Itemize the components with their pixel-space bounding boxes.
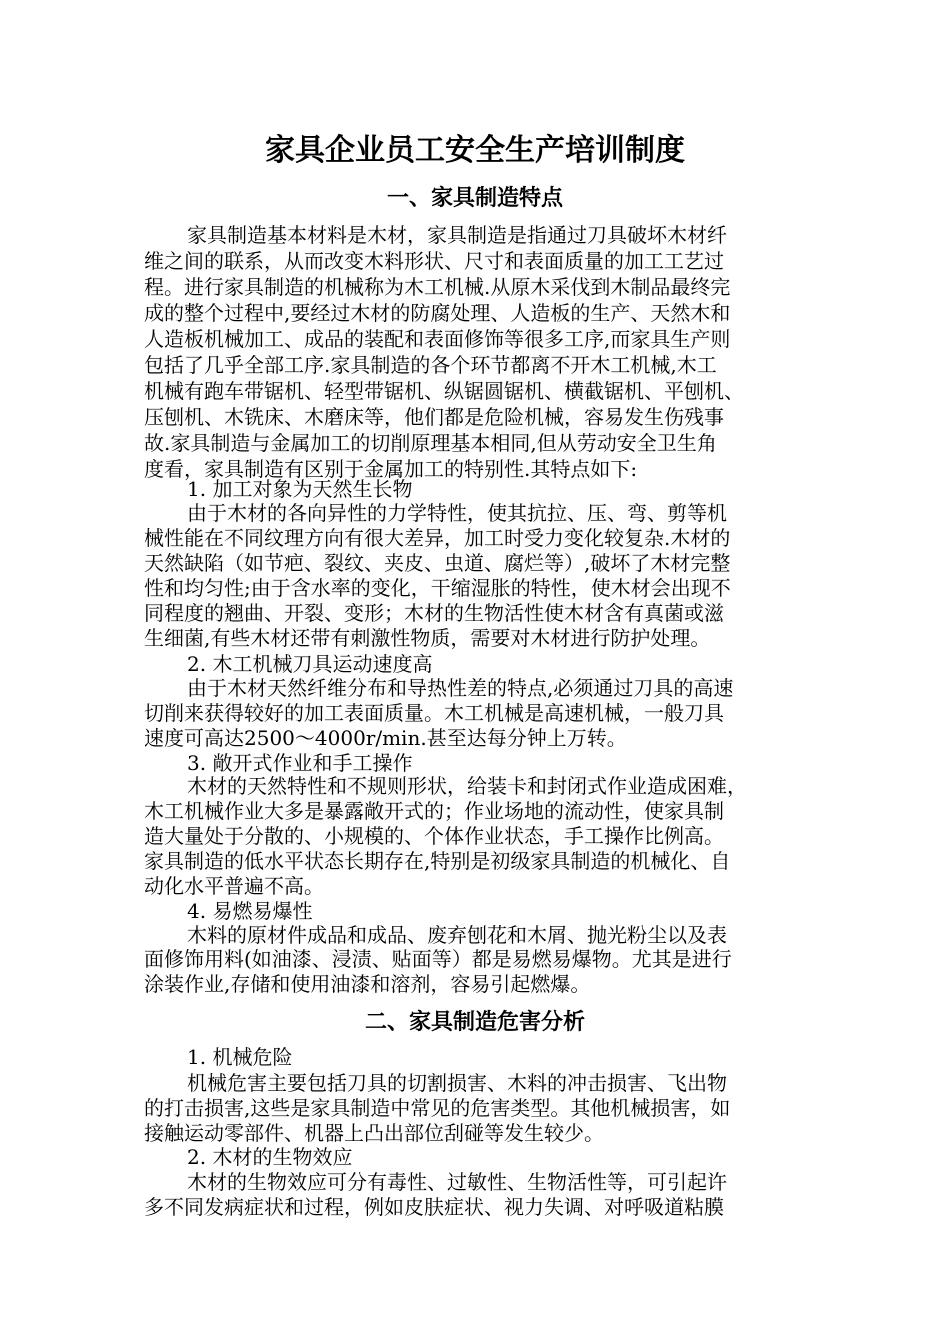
paragraph-line: 性和均匀性;由于含水率的变化，干缩湿胀的特性，使木材会出现不 bbox=[144, 576, 731, 600]
paragraph-line: 成的整个过程中,要经过木材的防腐处理、人造板的生产、天然木和 bbox=[144, 301, 731, 325]
paragraph-line: 速度可高达2500～4000r/min.甚至达每分钟上万转。 bbox=[144, 726, 627, 750]
paragraph-line: 机械有跑车带锯机、轻型带锯机、纵锯圆锯机、横截锯机、平刨机、 bbox=[144, 379, 744, 403]
section-heading-1: 一、家具制造特点 bbox=[386, 185, 563, 211]
paragraph-line: 接触运动零部件、机器上凸出部位刮碰等发生较少。 bbox=[144, 1121, 604, 1145]
list-item-heading: 2. 木材的生物效应 bbox=[187, 1145, 353, 1169]
paragraph-line: 造大量处于分散的、小规模的、个体作业状态，手工操作比例高。 bbox=[144, 824, 724, 848]
paragraph-line: 天然缺陷（如节疤、裂纹、夹皮、虫道、腐烂等）,破坏了木材完整 bbox=[144, 551, 731, 575]
paragraph-line: 维之间的联系，从而改变木料形状、尺寸和表面质量的加工工艺过 bbox=[144, 249, 724, 273]
paragraph-line: 面修饰用料(如油漆、浸渍、贴面等）都是易燃易爆物。尤其是进行 bbox=[144, 947, 732, 971]
paragraph-line: 切削来获得较好的加工表面质量。木工机械是高速机械，一般刀具 bbox=[144, 701, 724, 725]
paragraph-line: 机械危害主要包括刀具的切割损害、木料的冲击损害、飞出物 bbox=[187, 1071, 727, 1095]
paragraph-line: 同程度的翘曲、开裂、变形；木材的生物活性使木材含有真菌或滋 bbox=[144, 601, 724, 625]
paragraph-line: 家具制造的低水平状态长期存在,特别是初级家具制造的机械化、自 bbox=[144, 849, 731, 873]
list-item-heading: 1. 加工对象为天然生长物 bbox=[187, 477, 413, 501]
paragraph-line: 木料的原材件成品和成品、废弃刨花和木屑、抛光粉尘以及表 bbox=[187, 923, 727, 947]
paragraph-line: 木工机械作业大多是暴露敞开式的；作业场地的流动性，使家具制 bbox=[144, 799, 724, 823]
paragraph-line: 度看，家具制造有区别于金属加工的特别性.其特点如下: bbox=[144, 457, 638, 481]
section-heading-2: 二、家具制造危害分析 bbox=[364, 1009, 585, 1035]
paragraph-line: 人造板机械加工、成品的装配和表面修饰等很多工序,而家具生产则 bbox=[144, 327, 731, 351]
document-title: 家具企业员工安全生产培训制度 bbox=[265, 133, 685, 168]
paragraph-line: 生细菌,有些木材还带有刺激性物质，需要对木材进行防护处理。 bbox=[144, 626, 711, 650]
list-item-heading: 2. 木工机械刀具运动速度高 bbox=[187, 652, 433, 676]
paragraph-line: 家具制造基本材料是木材，家具制造是指通过刀具破坏木材纤 bbox=[187, 223, 727, 247]
paragraph-line: 由于木材的各向异性的力学特性，使其抗拉、压、弯、剪等机 bbox=[187, 501, 727, 525]
paragraph-line: 故.家具制造与金属加工的切削原理基本相同,但从劳动安全卫生角 bbox=[144, 431, 717, 455]
paragraph-line: 包括了几乎全部工序.家具制造的各个环节都离不开木工机械,木工 bbox=[144, 353, 717, 377]
paragraph-line: 压刨机、木铣床、木磨床等，他们都是危险机械，容易发生伤残事 bbox=[144, 405, 724, 429]
list-item-heading: 3. 敞开式作业和手工操作 bbox=[187, 751, 413, 775]
paragraph-line: 多不同发病症状和过程，例如皮肤症状、视力失调、对呼吸道粘膜 bbox=[144, 1195, 724, 1219]
paragraph-line: 程。进行家具制造的机械称为木工机械.从原木采伐到木制品最终完 bbox=[144, 275, 731, 299]
paragraph-line: 械性能在不同纹理方向有很大差异，加工时受力变化较复杂.木材的 bbox=[144, 526, 731, 550]
paragraph-line: 的打击损害,这些是家具制造中常见的危害类型。其他机械损害，如 bbox=[144, 1096, 731, 1120]
paragraph-line: 木材的生物效应可分有毒性、过敏性、生物活性等，可引起许 bbox=[187, 1170, 727, 1194]
paragraph-line: 涂装作业,存储和使用油漆和溶剂，容易引起燃爆。 bbox=[144, 972, 591, 996]
paragraph-line: 木材的天然特性和不规则形状，给装卡和封闭式作业造成困难， bbox=[187, 774, 747, 798]
list-item-heading: 1. 机械危险 bbox=[187, 1045, 293, 1069]
paragraph-line: 动化水平普遍不高。 bbox=[144, 874, 324, 898]
list-item-heading: 4. 易燃易爆性 bbox=[187, 899, 313, 923]
paragraph-line: 由于木材天然纤维分布和导热性差的特点,必须通过刀具的高速 bbox=[187, 676, 734, 700]
